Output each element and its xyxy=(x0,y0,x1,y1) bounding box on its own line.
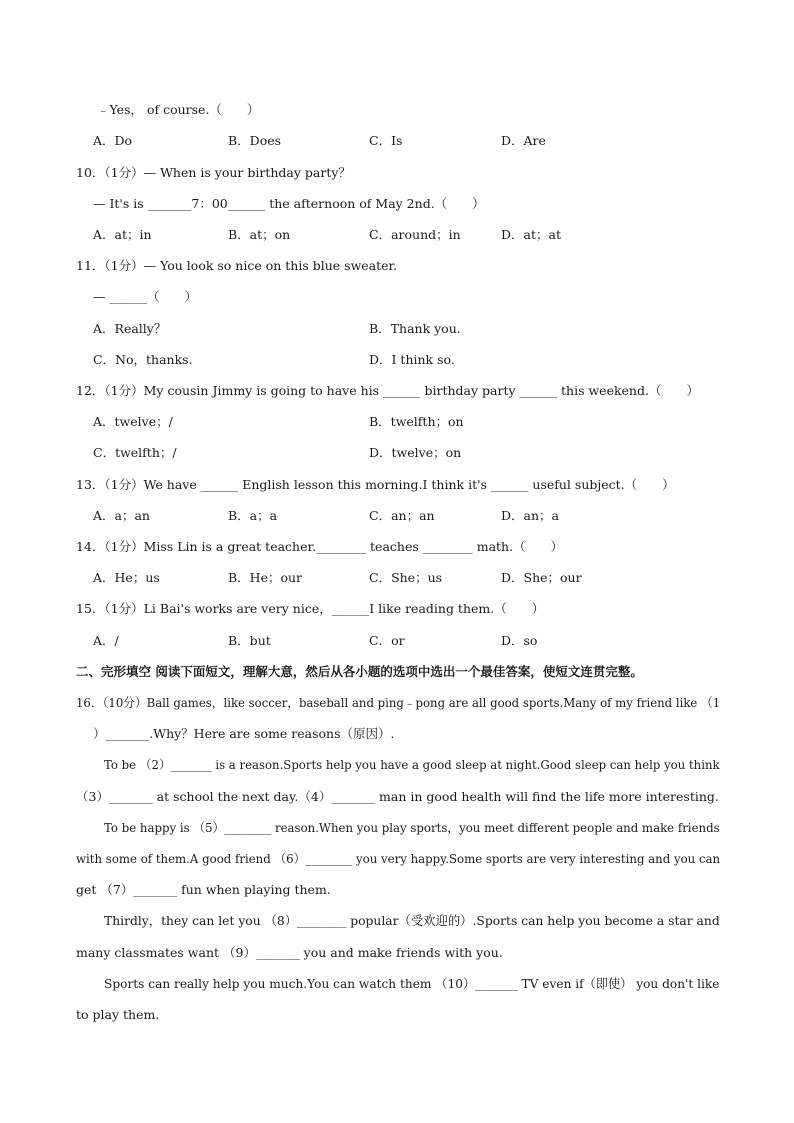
passage-line: Sports can really help you much.You can watch them （10）_______ TV even if（即使） you don't like xyxy=(104,976,720,991)
q13-option-c[interactable]: C．an；an xyxy=(369,508,435,523)
q10-stem: 10．（1分）— When is your birthday party？ xyxy=(76,165,351,180)
q9-option-c[interactable]: C．Is xyxy=(369,133,403,148)
q13-stem: 13．（1分）We have ______ English lesson this morning.I think it's ______ useful subject.（ ） xyxy=(76,477,675,492)
q12-stem: 12．（1分）My cousin Jimmy is going to have his ______ birthday party ______ this weekend.（ ） xyxy=(76,383,699,398)
q12-option-b[interactable]: B．twelfth；on xyxy=(369,414,464,429)
q11-option-d[interactable]: D．I think so. xyxy=(369,352,455,367)
q14-stem: 14．（1分）Miss Lin is a great teacher.________ teaches ________ math.（ ） xyxy=(76,539,564,554)
q10-option-d[interactable]: D．at；at xyxy=(501,227,561,242)
q15-option-c[interactable]: C．or xyxy=(369,633,405,648)
q10-option-a[interactable]: A．at；in xyxy=(93,227,152,242)
passage-line: （3）_______ at school the next day.（4）_______ man in good health will find the life more interesting. xyxy=(76,789,719,804)
passage-line: Thirdly，they can let you （8）________ popular（受欢迎的）.Sports can help you become a star and xyxy=(104,913,720,928)
q9-option-b[interactable]: B．Does xyxy=(228,133,282,148)
q9-option-a[interactable]: A．Do xyxy=(93,133,133,148)
passage-line: to play them. xyxy=(76,1007,160,1022)
q11-reply: — ______（ ） xyxy=(93,289,197,304)
q14-option-b[interactable]: B．He；our xyxy=(228,570,303,585)
q13-option-a[interactable]: A．a；an xyxy=(93,508,150,523)
q14-option-d[interactable]: D．She；our xyxy=(501,570,582,585)
passage-line: ）_______.Why？Here are some reasons（原因）. xyxy=(93,726,395,741)
q9-option-d[interactable]: D．Are xyxy=(501,133,546,148)
q10-option-c[interactable]: C．around；in xyxy=(369,227,461,242)
q15-option-b[interactable]: B．but xyxy=(228,633,271,648)
q13-option-d[interactable]: D．an；a xyxy=(501,508,559,523)
q15-stem: 15．（1分）Li Bai's works are very nice，______I like reading them.（ ） xyxy=(76,601,545,616)
q15-option-a[interactable]: A．/ xyxy=(93,633,119,648)
q11-option-c[interactable]: C．No，thanks. xyxy=(93,352,193,367)
section-2-heading: 二、完形填空 阅读下面短文，理解大意，然后从各小题的选项中选出一个最佳答案，使短文连贯完整。 xyxy=(76,664,643,679)
q11-stem: 11．（1分）— You look so nice on this blue sweater. xyxy=(76,258,398,273)
passage-line: 16．（10分）Ball games，like soccer，baseball and ping﹣pong are all good sports.Many of my friend like （1 xyxy=(76,695,721,710)
q10-option-b[interactable]: B．at；on xyxy=(228,227,291,242)
q12-option-d[interactable]: D．twelve；on xyxy=(369,445,462,460)
q10-reply: — It's is _______7：00______ the afternoon of May 2nd.（ ） xyxy=(93,196,485,211)
q13-option-b[interactable]: B．a；a xyxy=(228,508,278,523)
q15-option-d[interactable]: D．so xyxy=(501,633,538,648)
q12-option-a[interactable]: A．twelve；/ xyxy=(93,414,173,429)
passage-line: To be （2）_______ is a reason.Sports help you have a good sleep at night.Good sleep can help you think xyxy=(104,757,720,772)
passage-line: get （7）_______ fun when playing them. xyxy=(76,882,331,897)
q12-option-c[interactable]: C．twelfth；/ xyxy=(93,445,177,460)
passage-line: with some of them.A good friend （6）________ you very happy.Some sports are very interesting and you can xyxy=(76,851,721,866)
q9-reply: ﹣Yes， of course.（ ） xyxy=(97,102,260,117)
q11-option-b[interactable]: B．Thank you. xyxy=(369,321,461,336)
q14-option-c[interactable]: C．She；us xyxy=(369,570,443,585)
q14-option-a[interactable]: A．He；us xyxy=(93,570,160,585)
passage-line: many classmates want （9）_______ you and make friends with you. xyxy=(76,945,503,960)
q11-option-a[interactable]: A．Really？ xyxy=(93,321,167,336)
passage-line: To be happy is （5）________ reason.When you play sports，you meet different people and make friends xyxy=(104,820,720,835)
